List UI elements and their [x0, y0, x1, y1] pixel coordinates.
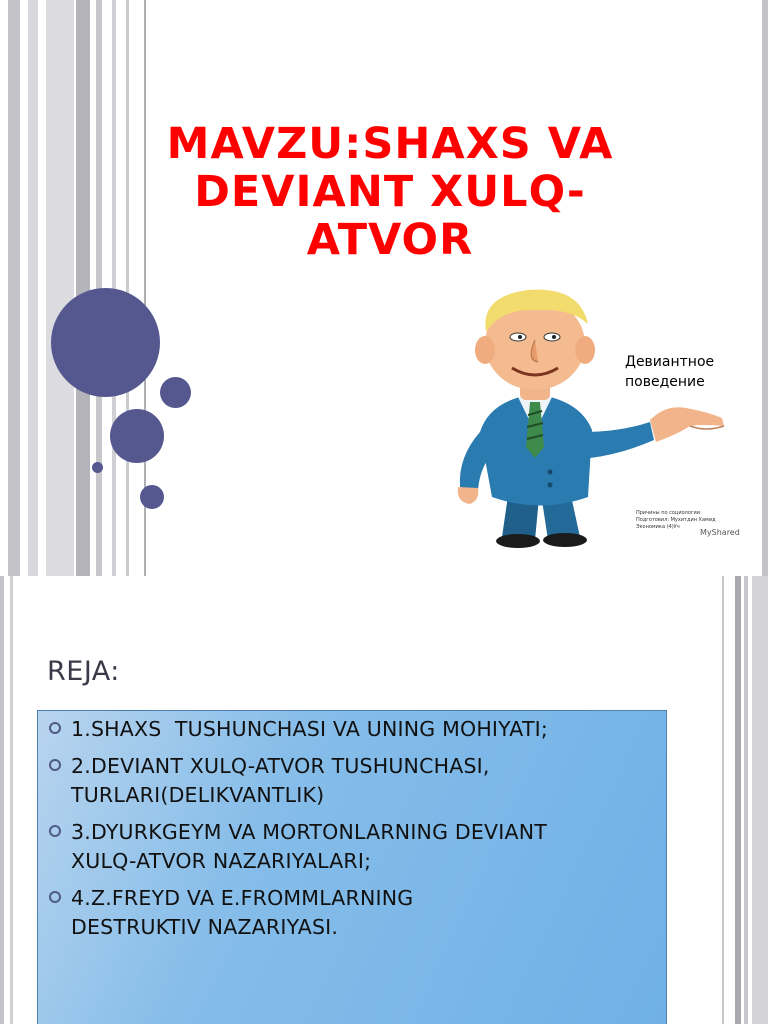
decor-stripe — [76, 0, 90, 576]
slide-title-line: DEVIANT XULQ- — [194, 167, 586, 217]
decor-stripe — [10, 576, 13, 1024]
watermark-logo — [700, 528, 740, 537]
decor-stripe — [46, 0, 74, 576]
plan-heading: REJA: — [47, 656, 120, 687]
decor-circle-tiny — [92, 462, 103, 473]
decor-stripe — [762, 0, 768, 576]
decor-stripe — [28, 0, 38, 576]
illustration-caption — [625, 352, 714, 392]
bullet-icon — [49, 825, 61, 837]
list-item-text: 1.SHAXS TUSHUNCHASI VA UNING MOHIYATI; — [71, 717, 549, 741]
credit-line: Подготовил: Мухитдин Хамид — [636, 517, 716, 523]
decor-circle-small — [140, 485, 164, 509]
decor-stripe — [8, 0, 20, 576]
bullet-icon — [49, 759, 61, 771]
decor-circle-large — [51, 288, 160, 397]
bullet-icon — [49, 722, 61, 734]
list-item — [38, 884, 666, 942]
decor-circle-medium — [110, 409, 164, 463]
decor-stripe — [126, 0, 129, 576]
decor-stripe — [722, 576, 724, 1024]
watermark-text: MyShared — [700, 528, 740, 537]
plan-list-box — [37, 710, 667, 1024]
caption-line: поведение — [625, 374, 705, 390]
decor-stripe — [735, 576, 741, 1024]
credit-line: Экономика (4)Уч — [636, 524, 680, 530]
decor-stripe — [0, 576, 4, 1024]
bullet-icon — [49, 891, 61, 903]
list-item — [38, 752, 666, 810]
plan-slide — [0, 576, 768, 1024]
list-item-text: 4.Z.FREYD VA E.FROMMLARNING DESTRUKTIV NAZARIYASI. — [71, 886, 414, 939]
list-item-text: 2.DEVIANT XULQ-ATVOR TUSHUNCHASI, TURLARI(DELIKVANTLIK) — [71, 754, 490, 807]
credit-line: Причины по социологии — [636, 510, 701, 516]
caption-line: Девиантное — [625, 354, 715, 370]
decor-stripe — [744, 576, 748, 1024]
slide-title-line: MAVZU:SHAXS VA — [166, 119, 614, 169]
list-item — [38, 715, 666, 744]
list-item-text: 3.DYURKGEYM VA MORTONLARNING DEVIANT XULQ-ATVOR NAZARIYALARI; — [71, 820, 547, 873]
slide-title-line: ATVOR — [306, 215, 474, 265]
list-item — [38, 818, 666, 876]
decor-stripe — [752, 576, 768, 1024]
plan-list — [38, 711, 666, 942]
slide-title — [140, 120, 640, 264]
decor-circle-small — [160, 377, 191, 408]
